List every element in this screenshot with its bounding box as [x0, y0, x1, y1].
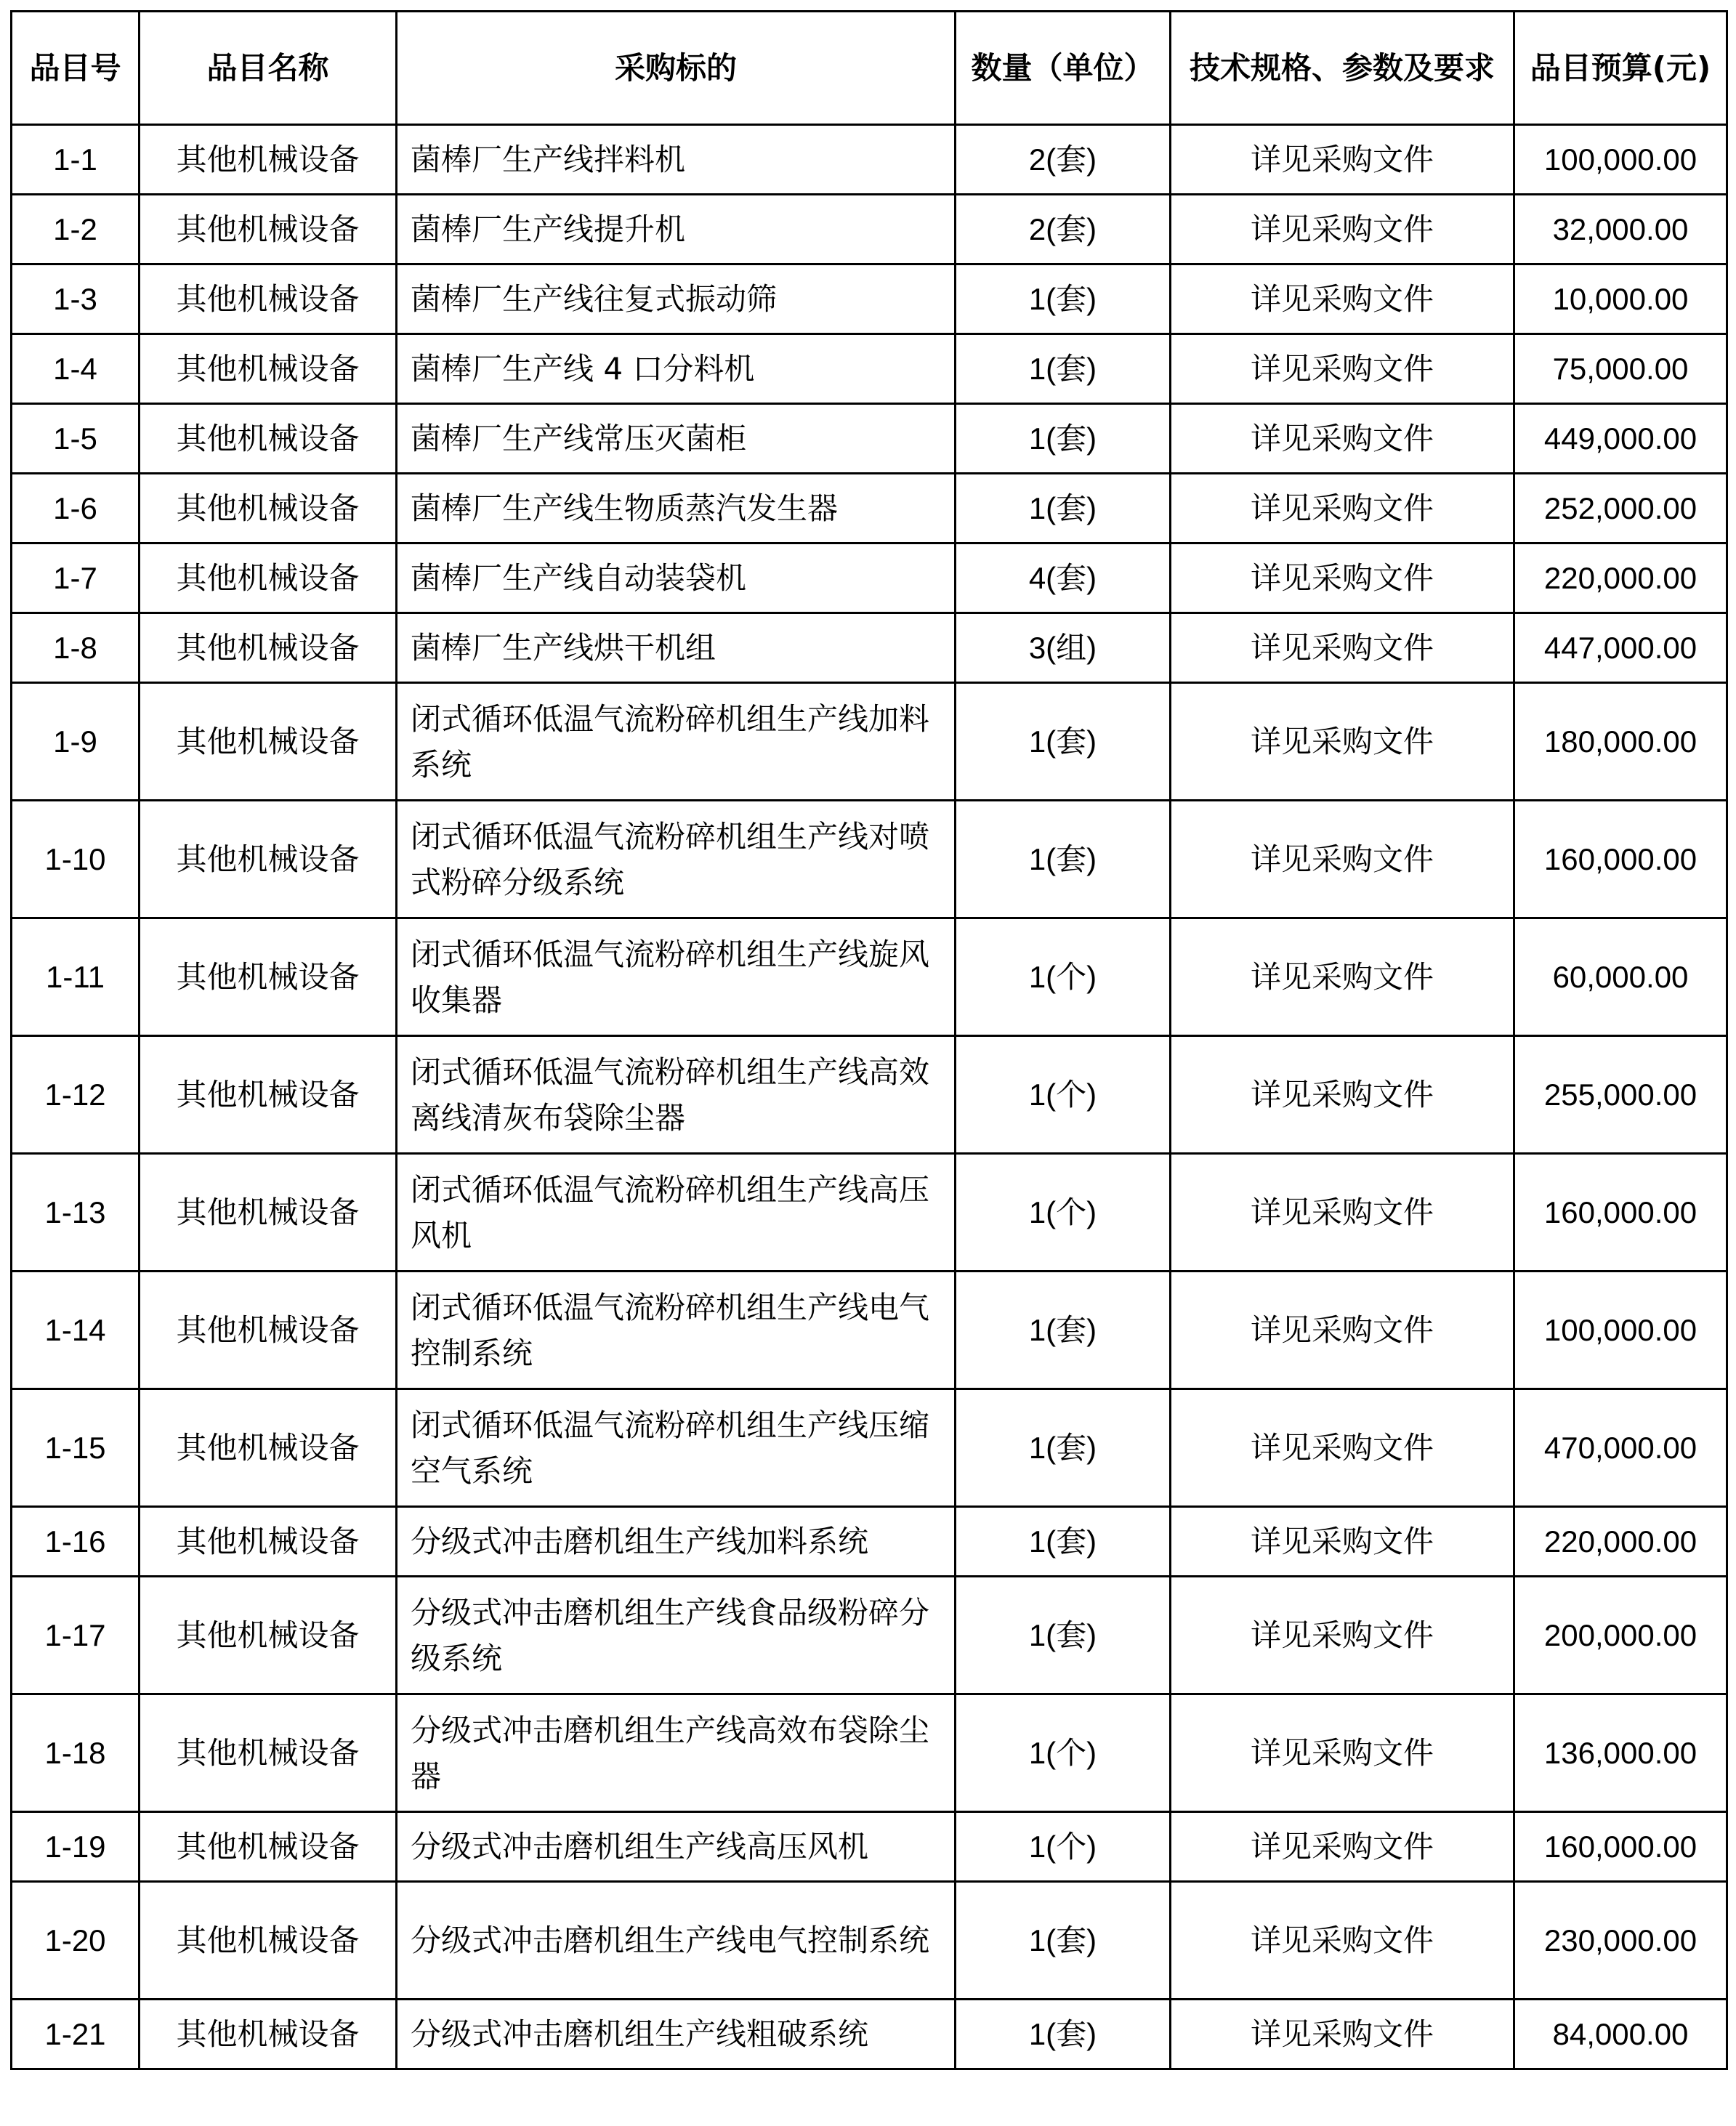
cell-item-number: 1-4 — [12, 334, 140, 404]
table-row — [12, 1812, 1727, 1882]
cell-item-number: 1-9 — [12, 683, 140, 801]
cell-item-number: 1-13 — [12, 1154, 140, 1272]
cell-budget: 10,000.00 — [1514, 264, 1727, 334]
cell-item-category: 其他机械设备 — [140, 1882, 397, 2000]
cell-item-category: 其他机械设备 — [140, 1389, 397, 1507]
cell-budget: 470,000.00 — [1514, 1389, 1727, 1507]
cell-item-number: 1-15 — [12, 1389, 140, 1507]
cell-technical-spec: 详见采购文件 — [1171, 1154, 1514, 1272]
cell-technical-spec: 详见采购文件 — [1171, 1577, 1514, 1694]
cell-quantity: 1(个) — [956, 1154, 1171, 1272]
table-header-row — [12, 12, 1727, 125]
cell-technical-spec: 详见采购文件 — [1171, 334, 1514, 404]
cell-quantity: 1(套) — [956, 404, 1171, 474]
cell-item-number: 1-12 — [12, 1036, 140, 1154]
cell-technical-spec: 详见采购文件 — [1171, 918, 1514, 1036]
cell-item-category: 其他机械设备 — [140, 1812, 397, 1882]
table-row — [12, 1577, 1727, 1694]
cell-item-number: 1-7 — [12, 543, 140, 613]
cell-item-category: 其他机械设备 — [140, 613, 397, 683]
cell-quantity: 1(套) — [956, 1272, 1171, 1389]
cell-technical-spec: 详见采购文件 — [1171, 1694, 1514, 1812]
cell-item-number: 1-21 — [12, 2000, 140, 2069]
table-row — [12, 1154, 1727, 1272]
cell-budget: 160,000.00 — [1514, 1812, 1727, 1882]
cell-procurement-subject: 闭式循环低温气流粉碎机组生产线加料系统 — [397, 683, 956, 801]
cell-item-number: 1-20 — [12, 1882, 140, 2000]
cell-quantity: 1(个) — [956, 1036, 1171, 1154]
cell-item-category: 其他机械设备 — [140, 1507, 397, 1577]
cell-procurement-subject: 菌棒厂生产线 4 口分料机 — [397, 334, 956, 404]
table-row — [12, 613, 1727, 683]
cell-procurement-subject: 分级式冲击磨机组生产线电气控制系统 — [397, 1882, 956, 2000]
cell-item-number: 1-19 — [12, 1812, 140, 1882]
table-row — [12, 683, 1727, 801]
cell-technical-spec: 详见采购文件 — [1171, 2000, 1514, 2069]
cell-quantity: 1(套) — [956, 264, 1171, 334]
header-item-number: 品目号 — [12, 12, 140, 125]
cell-budget: 255,000.00 — [1514, 1036, 1727, 1154]
cell-quantity: 1(套) — [956, 801, 1171, 918]
cell-procurement-subject: 闭式循环低温气流粉碎机组生产线电气控制系统 — [397, 1272, 956, 1389]
table-row — [12, 1036, 1727, 1154]
table-row — [12, 918, 1727, 1036]
cell-item-category: 其他机械设备 — [140, 474, 397, 543]
cell-budget: 160,000.00 — [1514, 1154, 1727, 1272]
table-row — [12, 264, 1727, 334]
cell-technical-spec: 详见采购文件 — [1171, 125, 1514, 195]
cell-budget: 84,000.00 — [1514, 2000, 1727, 2069]
cell-budget: 220,000.00 — [1514, 543, 1727, 613]
cell-procurement-subject: 分级式冲击磨机组生产线粗破系统 — [397, 2000, 956, 2069]
cell-quantity: 1(套) — [956, 1507, 1171, 1577]
cell-procurement-subject: 菌棒厂生产线自动装袋机 — [397, 543, 956, 613]
cell-quantity: 1(套) — [956, 334, 1171, 404]
table-body — [12, 125, 1727, 2069]
cell-item-category: 其他机械设备 — [140, 334, 397, 404]
cell-item-number: 1-3 — [12, 264, 140, 334]
cell-item-number: 1-14 — [12, 1272, 140, 1389]
cell-item-category: 其他机械设备 — [140, 195, 397, 264]
cell-procurement-subject: 闭式循环低温气流粉碎机组生产线高压风机 — [397, 1154, 956, 1272]
cell-quantity: 1(个) — [956, 1694, 1171, 1812]
cell-technical-spec: 详见采购文件 — [1171, 1389, 1514, 1507]
cell-budget: 136,000.00 — [1514, 1694, 1727, 1812]
cell-technical-spec: 详见采购文件 — [1171, 683, 1514, 801]
cell-procurement-subject: 闭式循环低温气流粉碎机组生产线高效离线清灰布袋除尘器 — [397, 1036, 956, 1154]
cell-quantity: 2(套) — [956, 195, 1171, 264]
header-quantity-unit: 数量（单位） — [956, 12, 1171, 125]
cell-procurement-subject: 菌棒厂生产线拌料机 — [397, 125, 956, 195]
table-row — [12, 404, 1727, 474]
cell-quantity: 1(个) — [956, 918, 1171, 1036]
cell-item-category: 其他机械设备 — [140, 1272, 397, 1389]
cell-procurement-subject: 闭式循环低温气流粉碎机组生产线压缩空气系统 — [397, 1389, 956, 1507]
cell-item-category: 其他机械设备 — [140, 125, 397, 195]
cell-technical-spec: 详见采购文件 — [1171, 1812, 1514, 1882]
table-row — [12, 1694, 1727, 1812]
cell-item-number: 1-16 — [12, 1507, 140, 1577]
table-row — [12, 801, 1727, 918]
cell-budget: 100,000.00 — [1514, 125, 1727, 195]
table-row — [12, 1389, 1727, 1507]
cell-quantity: 1(套) — [956, 1882, 1171, 2000]
cell-quantity: 3(组) — [956, 613, 1171, 683]
cell-item-number: 1-18 — [12, 1694, 140, 1812]
cell-technical-spec: 详见采购文件 — [1171, 474, 1514, 543]
cell-item-category: 其他机械设备 — [140, 2000, 397, 2069]
cell-procurement-subject: 菌棒厂生产线提升机 — [397, 195, 956, 264]
cell-procurement-subject: 闭式循环低温气流粉碎机组生产线对喷式粉碎分级系统 — [397, 801, 956, 918]
table-row — [12, 125, 1727, 195]
cell-item-category: 其他机械设备 — [140, 801, 397, 918]
cell-procurement-subject: 分级式冲击磨机组生产线高压风机 — [397, 1812, 956, 1882]
cell-quantity: 1(套) — [956, 474, 1171, 543]
cell-item-category: 其他机械设备 — [140, 1577, 397, 1694]
table-row — [12, 1882, 1727, 2000]
cell-budget: 220,000.00 — [1514, 1507, 1727, 1577]
cell-item-category: 其他机械设备 — [140, 543, 397, 613]
cell-item-category: 其他机械设备 — [140, 918, 397, 1036]
cell-procurement-subject: 菌棒厂生产线常压灭菌柜 — [397, 404, 956, 474]
cell-item-category: 其他机械设备 — [140, 1036, 397, 1154]
cell-quantity: 4(套) — [956, 543, 1171, 613]
cell-budget: 60,000.00 — [1514, 918, 1727, 1036]
cell-quantity: 1(套) — [956, 2000, 1171, 2069]
table-row — [12, 195, 1727, 264]
cell-budget: 230,000.00 — [1514, 1882, 1727, 2000]
cell-item-number: 1-11 — [12, 918, 140, 1036]
cell-quantity: 2(套) — [956, 125, 1171, 195]
cell-item-number: 1-6 — [12, 474, 140, 543]
cell-procurement-subject: 闭式循环低温气流粉碎机组生产线旋风收集器 — [397, 918, 956, 1036]
cell-procurement-subject: 菌棒厂生产线烘干机组 — [397, 613, 956, 683]
header-item-category: 品目名称 — [140, 12, 397, 125]
procurement-table — [10, 10, 1728, 2070]
cell-technical-spec: 详见采购文件 — [1171, 801, 1514, 918]
cell-item-number: 1-2 — [12, 195, 140, 264]
cell-item-category: 其他机械设备 — [140, 1694, 397, 1812]
cell-quantity: 1(套) — [956, 1577, 1171, 1694]
cell-item-category: 其他机械设备 — [140, 1154, 397, 1272]
cell-quantity: 1(套) — [956, 1389, 1171, 1507]
header-procurement-subject: 采购标的 — [397, 12, 956, 125]
cell-technical-spec: 详见采购文件 — [1171, 543, 1514, 613]
cell-technical-spec: 详见采购文件 — [1171, 264, 1514, 334]
cell-budget: 32,000.00 — [1514, 195, 1727, 264]
cell-technical-spec: 详见采购文件 — [1171, 195, 1514, 264]
cell-technical-spec: 详见采购文件 — [1171, 1272, 1514, 1389]
table-row — [12, 334, 1727, 404]
cell-technical-spec: 详见采购文件 — [1171, 1507, 1514, 1577]
cell-quantity: 1(个) — [956, 1812, 1171, 1882]
cell-budget: 100,000.00 — [1514, 1272, 1727, 1389]
table-row — [12, 2000, 1727, 2069]
cell-budget: 160,000.00 — [1514, 801, 1727, 918]
cell-budget: 449,000.00 — [1514, 404, 1727, 474]
table-row — [12, 1507, 1727, 1577]
cell-procurement-subject: 分级式冲击磨机组生产线加料系统 — [397, 1507, 956, 1577]
cell-procurement-subject: 分级式冲击磨机组生产线食品级粉碎分级系统 — [397, 1577, 956, 1694]
header-budget: 品目预算(元) — [1514, 12, 1727, 125]
cell-technical-spec: 详见采购文件 — [1171, 613, 1514, 683]
cell-procurement-subject: 分级式冲击磨机组生产线高效布袋除尘器 — [397, 1694, 956, 1812]
table-row — [12, 1272, 1727, 1389]
cell-budget: 200,000.00 — [1514, 1577, 1727, 1694]
header-technical-spec: 技术规格、参数及要求 — [1171, 12, 1514, 125]
cell-item-category: 其他机械设备 — [140, 404, 397, 474]
cell-item-number: 1-17 — [12, 1577, 140, 1694]
cell-item-number: 1-10 — [12, 801, 140, 918]
cell-budget: 180,000.00 — [1514, 683, 1727, 801]
cell-budget: 75,000.00 — [1514, 334, 1727, 404]
cell-item-category: 其他机械设备 — [140, 683, 397, 801]
table-row — [12, 474, 1727, 543]
cell-item-number: 1-5 — [12, 404, 140, 474]
cell-procurement-subject: 菌棒厂生产线往复式振动筛 — [397, 264, 956, 334]
cell-quantity: 1(套) — [956, 683, 1171, 801]
cell-item-category: 其他机械设备 — [140, 264, 397, 334]
cell-procurement-subject: 菌棒厂生产线生物质蒸汽发生器 — [397, 474, 956, 543]
cell-technical-spec: 详见采购文件 — [1171, 1882, 1514, 2000]
cell-budget: 447,000.00 — [1514, 613, 1727, 683]
table-row — [12, 543, 1727, 613]
cell-item-number: 1-1 — [12, 125, 140, 195]
cell-technical-spec: 详见采购文件 — [1171, 404, 1514, 474]
cell-technical-spec: 详见采购文件 — [1171, 1036, 1514, 1154]
cell-budget: 252,000.00 — [1514, 474, 1727, 543]
cell-item-number: 1-8 — [12, 613, 140, 683]
